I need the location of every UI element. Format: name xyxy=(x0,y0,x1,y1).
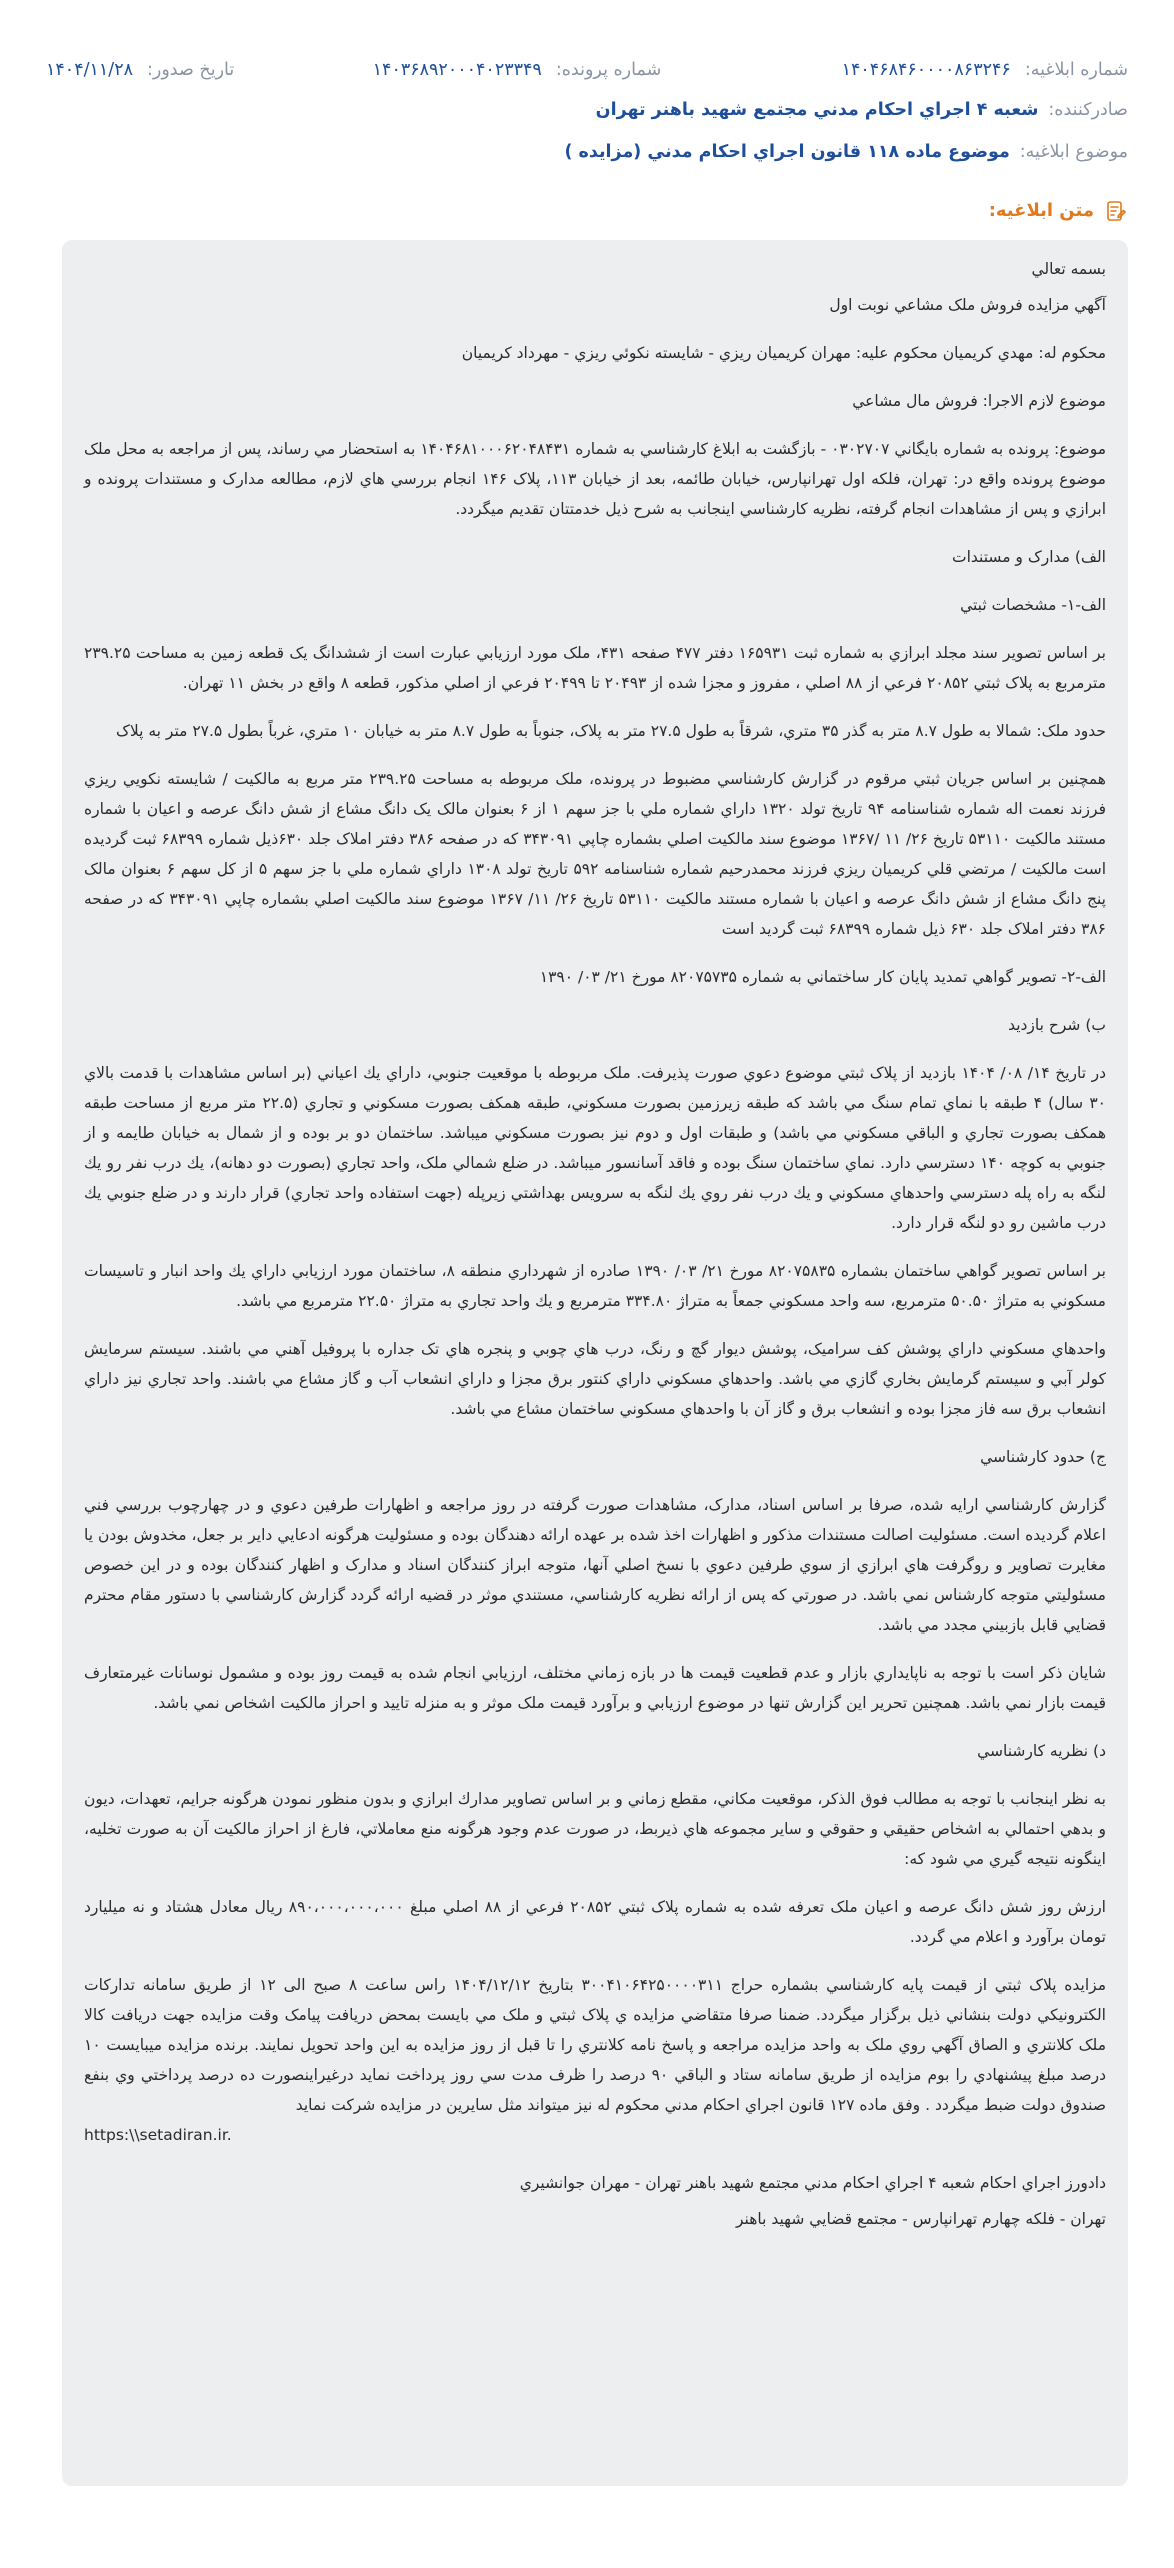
case-number xyxy=(234,55,661,85)
notice-text-title: متن ابلاغيه: xyxy=(988,200,1094,221)
section-heading: الف-۱- مشخصات ثبتي xyxy=(960,596,1106,614)
body-paragraph: واحدهاي مسکوني داراي پوشش کف سراميک، پوشش ديوار گچ و رنگ، درب هاي چوبي و پنجره هاي تک جداره با پروفيل آهني مي باشند. سيستم سرمايش کولر آبي و سيستم گرمايش بخاري گازي مي باشد. واحدهاي مسکوني داراي کنتور برق مجزا و داراي انشعاب آب و گاز مشاع مي باشند. واحد تجاري نيز داراي انشعاب برق سه فاز مجزا بوده و انشعاب برق و گاز آن با واحدهاي مسکوني ساختمان مشاع مي باشد. xyxy=(84,1340,1106,1418)
issuer-value: شعبه ۴ اجراي احکام مدني مجتمع شهيد باهنر تهران xyxy=(595,100,1039,120)
subject-row xyxy=(46,137,1128,167)
document-edit-icon xyxy=(1104,199,1128,223)
section-heading: ج) حدود کارشناسي xyxy=(980,1448,1106,1466)
body-paragraph: ارزش روز شش دانگ عرصه و اعيان ملک تعرفه شده به شماره پلاک ثبتي ۲۰۸۵۲ فرعي از ۸۸ اصلي مبلغ ۸۹۰،۰۰۰،۰۰۰،۰۰۰ ريال معادل هشتاد و نه ميليارد تومان برآورد و اعلام مي گردد. xyxy=(84,1898,1106,1946)
body-paragraph: همچنين بر اساس جريان ثبتي مرقوم در گزارش کارشناسي مضبوط در پرونده، ملک مربوطه به مساحت ۲۳۹.۲۵ متر مربع به مالکيت / شايسته نکويي ريزي فرزند نعمت اله شماره شناسنامه ۹۴ تاريخ تولد ۱۳۲۰ داراي شماره ملي با جز سهم ۱ از ۶ بعنوان مالک يک دانگ مشاع از شش دانگ عرصه و اعيان با شماره مستند مالکيت ۵۳۱۱۰ تاريخ ۲۶/ ۱۱ /۱۳۶۷ موضوع سند مالکيت اصلي بشماره چاپي ۳۴۳۰۹۱ که در صفحه ۳۸۶ دفتر املاک جلد ۶۳۰ذيل شماره ۶۸۳۹۹ ثبت گرديده است مالکيت / مرتضي قلي کريميان ريزي فرزند محمدرحيم شماره شناسنامه ۵۹۲ تاريخ تولد ۱۳۰۸ داراي شماره ملي با جز سهم ۵ از کل سهم ۶ بعنوان مالک پنج دانگ مشاع از شش دانگ عرصه و اعيان با شماره مستند مالکيت ۵۳۱۱۰ تاريخ ۲۶/ ۱۱/ ۱۳۶۷ موضوع سند مالکيت اصلي بشماره چاپي ۳۴۳۰۹۱ که در صفحه ۳۸۶ دفتر املاک جلد ۶۳۰ ذيل شماره ۶۸۳۹۹ ثبت گرديد است xyxy=(84,770,1106,938)
notice-number-value: ۱۴۰۴۶۸۴۶۰۰۰۰۸۶۳۲۴۶ xyxy=(841,60,1011,80)
notice-body-card xyxy=(62,240,1128,2486)
address-line: تهران - فلکه چهارم تهرانپارس - مجتمع قضايي شهيد باهنر xyxy=(736,2210,1106,2228)
notice-number-label: شماره ابلاغيه: xyxy=(1024,60,1128,80)
issue-date-label: تاريخ صدور: xyxy=(147,60,235,80)
body-paragraph: شايان ذکر است با توجه به ناپايداري بازار و عدم قطعيت قيمت ها در بازه زماني مختلف، ارزيابي انجام شده به قيمت روز بوده و مشمول نوسانات غيرمتعارف قيمت بازار نمي باشد. همچنين تحرير اين گزارش تنها در موضوع ارزيابي و برآورد قيمت ملک موثر و به منزله تاييد و احراز مالکيت اشخاص نمي باشد. xyxy=(84,1664,1106,1712)
subject-label: موضوع ابلاغيه: xyxy=(1019,142,1128,162)
notice-meta-row xyxy=(46,55,1128,85)
body-paragraph: گزارش کارشناسي ارايه شده، صرفا بر اساس اسناد، مدارک، مشاهدات صورت گرفته در روز مراجعه و اظهارات طرفين دعوي و در چهارچوب بررسي فني اعلام گرديده است. مسئوليت اصالت مستندات مذکور و اظهارات اخذ شده بر عهده ارائه دهندگان بوده و مسئوليت هرگونه ادعايي داير بر جعل، مخدوش بودن يا مغايرت تصاوير و روگرفت هاي ابرازي از سوي طرفين دعوي با نسخ اصلي آنها، متوجه ابراز کنندگان اسناد و مدارک و اظهار کنندگان بوده و در اين خصوص مسئوليتي متوجه کارشناس نمي باشد. در صورتي که پس از ارائه نظريه کارشناسي، مستندي موثر در قضيه ارائه گردد گزارش کارشناسي با دستور مقام محترم قضايي قابل بازبيني مجدد مي باشد. xyxy=(84,1496,1106,1634)
body-paragraph: به نظر اينجانب با توجه به مطالب فوق الذکر، موقعيت مکاني، مقطع زماني و بر اساس تصاوير مدارك ابرازي و بدون منظور نمودن هرگونه جرايم، تعهدات، ديون و بدهي احتمالي به اشخاص حقيقي و حقوقي و ساير مجموعه هاي ذيربط، در صورت عدم وجود هرگونه منع معاملاتي، فارغ از احراز مالکيت آن به صورت تخليه، اينگونه نتيجه گيري مي شود که: xyxy=(84,1790,1106,1868)
subject-value: موضوع ماده ۱۱۸ قانون اجراي احکام مدني (مزايده ) xyxy=(564,142,1010,162)
body-paragraph: مزايده پلاک ثبتي از قيمت پايه کارشناسي بشماره حراج ۳۰۰۴۱۰۶۴۲۵۰۰۰۰۳۱۱ بتاريخ ۱۴۰۴/۱۲/۱۲ راس ساعت ۸ صبح الی ۱۲ از طريق سامانه تدارکات الکترونيکي دولت بنشاني ذيل برگزار ميگردد. ضمنا صرفا متقاضي مزايده ي پلاک ثبتي و ملک مي بايست بمحض دريافت پيامک وقت مزايده جهت دريافت کالا ملک کلانتري و الصاق آگهي روي ملک به واحد مزايده مراجعه و پاسخ نامه کلانتري را تا قبل از روز مزايده به اين واحد تحويل نمايند. برنده مزايده ميبايست ۱۰ درصد مبلغ پيشنهادي را بوم مزايده از طريق سامانه ستاد و الباقي ۹۰ درصد را ظرف مدت سي روز پرداخت نمايد درغيراينصورت ده درصد پرداختي وي بنفع صندوق دولت ضبط ميگردد . وفق ماده ۱۲۷ قانون اجراي احکام مدني محکوم له نيز ميتواند مثل سايرين در مزايده شرکت نمايد xyxy=(84,1976,1107,2114)
body-paragraph: محکوم له: مهدي کريميان محکوم عليه: مهران کريميان ريزي - شايسته نکوئي ريزي - مهرداد کريميان xyxy=(461,344,1106,362)
issue-date-value: ۱۴۰۴/۱۱/۲۸ xyxy=(46,60,133,80)
issuer-row xyxy=(46,95,1128,125)
body-paragraph: موضوع: پرونده به شماره بايگاني ۰۳۰۲۷۰۷ - بازگشت به ابلاغ کارشناسي به شماره ۱۴۰۴۶۸۱۰۰۰۶۲۰۴۸۴۳۱ به استحضار مي رساند، پس از مراجعه به محل ملک موضوع پرونده واقع در: تهران، فلکه اول تهرانپارس، خيابان طائمه، بعد از خيابان ۱۱۳، پلاک ۱۴۶ انجام بررسي هاي لازم، مطالعه مدارک و مستندات پرونده و ابرازي و پس از مشاهدات انجام گرفته، نظريه کارشناسي اينجانب به شرح ذيل خدمتتان تقديم ميگردد. xyxy=(84,440,1106,518)
body-paragraph: الف-۲- تصوير گواهي تمديد پايان کار ساختماني به شماره ۸۲۰۷۵۷۳۵ مورخ ۲۱/ ۰۳/ ۱۳۹۰ xyxy=(539,968,1106,986)
section-heading: الف) مدارک و مستندات xyxy=(951,548,1106,566)
notice-body xyxy=(84,254,1106,2234)
case-number-value: ۱۴۰۳۶۸۹۲۰۰۰۴۰۲۳۳۴۹ xyxy=(372,60,542,80)
notice-text-heading xyxy=(989,196,1128,226)
body-paragraph: بر اساس تصوير سند مجلد ابرازي به شماره ثبت ۱۶۵۹۳۱ دفتر ۴۷۷ صفحه ۴۳۱، ملک مورد ارزيابي عبارت است از ششدانگ يک قطعه زمين به مساحت ۲۳۹.۲۵ مترمربع به پلاک ثبتي ۲۰۸۵۲ فرعي از ۸۸ اصلي ، مفروز و مجزا شده از ۲۰۴۹۳ تا ۲۰۴۹۹ فرعي از اصلي مذکور، قطعه ۸ واقع در بخش ۱۱ تهران. xyxy=(84,644,1106,692)
section-heading: ب) شرح بازديد xyxy=(1008,1016,1106,1034)
body-paragraph: بسمه تعالي xyxy=(1031,260,1106,278)
case-number-label: شماره پرونده: xyxy=(555,60,662,80)
section-heading: د) نظريه کارشناسي xyxy=(977,1742,1106,1760)
issue-date xyxy=(46,55,234,85)
body-paragraph: حدود ملک: شمالا به طول ۸.۷ متر به گذر ۳۵ متري، شرقاً به طول ۲۷.۵ متر به پلاک، جنوباً به طول ۸.۷ متر به خيابان ۱۰ متري، غرباً بطول ۲۷.۵ متر به پلاک xyxy=(115,722,1106,740)
signature-line: دادورز اجراي احکام شعبه ۴ اجراي احکام مدني مجتمع شهيد باهنر تهران - مهران جوانشيري xyxy=(519,2174,1106,2192)
body-paragraph: بر اساس تصوير گواهي ساختمان بشماره ۸۲۰۷۵۸۳۵ مورخ ۲۱/ ۰۳/ ۱۳۹۰ صادره از شهرداري منطقه ۸، ساختمان مورد ارزيابي داراي يك واحد انبار و تاسيسات مسکوني به متراژ ۵۰.۵۰ مترمربع، سه واحد مسکوني جمعاً به متراژ ۳۳۴.۸۰ مترمربع و يك واحد تجاري به متراژ ۲۲.۵۰ مترمربع مي باشد. xyxy=(84,1262,1106,1310)
setadiran-link[interactable]: https:\\setadiran.ir. xyxy=(84,2126,232,2144)
body-paragraph: آگهي مزايده فروش ملک مشاعي نوبت اول xyxy=(829,296,1106,314)
issuer-label: صادرکننده: xyxy=(1048,100,1128,120)
body-paragraph: موضوع لازم الاجرا: فروش مال مشاعي xyxy=(852,392,1106,410)
notice-number xyxy=(661,55,1128,85)
body-paragraph: در تاريخ ۱۴/ ۰۸/ ۱۴۰۴ بازديد از پلاک ثبتي موضوع دعوي صورت پذيرفت. ملک مربوطه با موقعيت جنوبي، داراي يك اعياني (بر اساس مشاهدات با قدمت بالاي ۳۰ سال) ۴ طبقه با نماي تمام سنگ مي باشد که طبقه زيرزمين بصورت مسکوني، طبقه همکف بصورت مسکوني و تجاري (۲۲.۵ متر مربع از مساحت طبقه همکف بصورت تجاري و الباقي مسکوني مي باشد) و طبقات اول و دوم نيز بصورت مسکوني ميباشد. ساختمان دو بر بوده و از شمال به خيابان طايمه و از جنوبي به کوچه ۱۴۰ دسترسي دارد. نماي ساختمان سنگ بوده و فاقد آسانسور ميباشد. در ضلع شمالي ملک، واحد تجاري (بصورت دو دهانه)، يك درب نفر رو يك لنگه به راه پله دسترسي واحدهاي مسکوني و يك درب نفر روي يك لنگه به سرويس بهداشتي زيرپله (جهت استفاده واحد تجاري) قرار دارند و در ضلع جنوبي يك درب ماشين رو دو لنگه قرار دارد. xyxy=(84,1064,1106,1232)
